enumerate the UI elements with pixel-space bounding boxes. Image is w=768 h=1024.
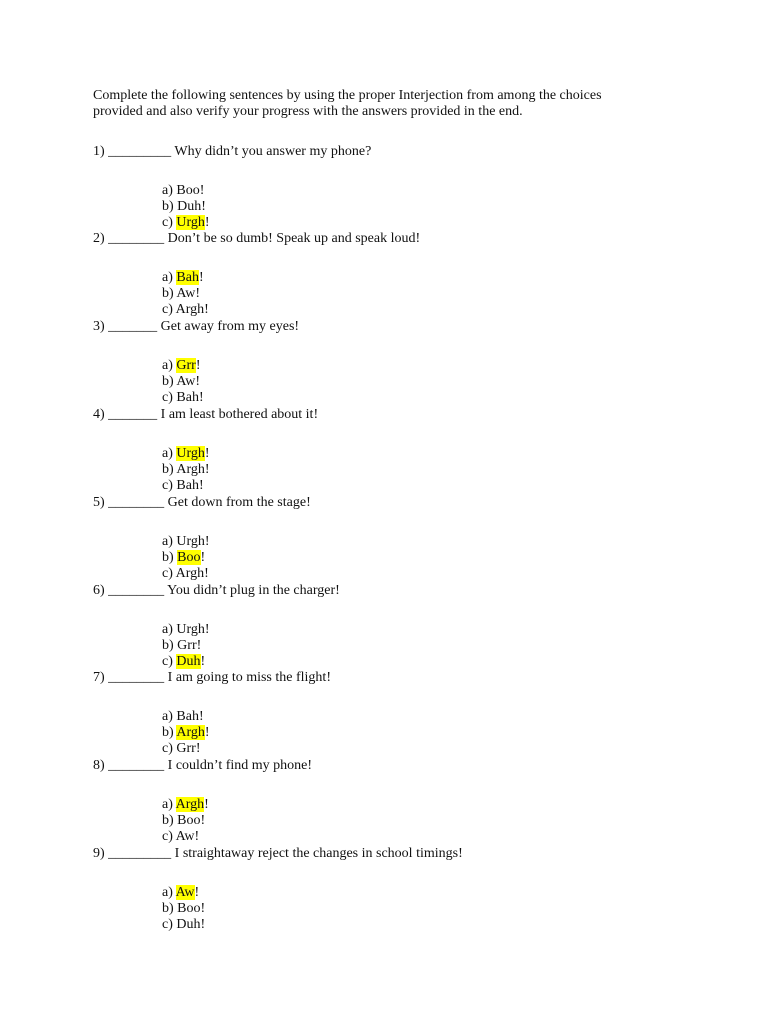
option-word: Argh: [176, 462, 205, 477]
option-prefix: b): [162, 813, 178, 828]
option-prefix: b): [162, 901, 178, 916]
option-suffix: !: [200, 813, 206, 828]
option-word: Grr: [177, 638, 197, 653]
highlighted-answer: Grr: [176, 358, 196, 373]
option-prefix: a): [162, 622, 177, 637]
question-6: 6) ________ You didn’t plug in the charger!: [93, 583, 340, 598]
instructions-line-2: provided and also verify your progress with the answers provided in the end.: [93, 104, 523, 119]
option-suffix: !: [200, 901, 206, 916]
question-7-option-a: [162, 709, 204, 725]
option-suffix: !: [195, 741, 201, 756]
option-suffix: !: [199, 183, 205, 198]
option-suffix: !: [204, 797, 209, 812]
highlighted-answer: Bah: [176, 270, 199, 285]
option-suffix: !: [196, 638, 202, 653]
question-1-option-c: [162, 215, 210, 231]
option-word: Duh: [176, 917, 201, 932]
highlighted-answer: Argh: [176, 725, 205, 740]
highlighted-answer: Aw: [175, 885, 195, 900]
option-word: Bah: [176, 390, 199, 405]
highlighted-answer: Urgh: [176, 215, 205, 230]
question-8-option-b: [162, 813, 205, 829]
option-word: Argh: [175, 302, 205, 317]
option-prefix: b): [162, 374, 177, 389]
question-6-option-a: [162, 622, 210, 638]
option-suffix: !: [198, 478, 204, 493]
question-8-option-c: [162, 829, 199, 845]
highlighted-answer: Boo: [177, 550, 201, 565]
option-word: Bah: [176, 478, 199, 493]
question-5: 5) ________ Get down from the stage!: [93, 495, 311, 510]
question-8: 8) ________ I couldn’t find my phone!: [93, 758, 313, 773]
option-word: Urgh: [176, 622, 205, 637]
option-word: Grr: [176, 741, 196, 756]
highlighted-answer: Urgh: [176, 446, 205, 461]
question-6-option-b: [162, 638, 201, 654]
option-prefix: a): [162, 797, 176, 812]
option-word: Urgh: [176, 534, 205, 549]
option-suffix: !: [200, 550, 206, 565]
option-suffix: !: [198, 709, 204, 724]
question-7: 7) ________ I am going to miss the flight!: [93, 670, 331, 685]
question-9-option-a: [162, 885, 199, 901]
question-5-option-a: [162, 534, 210, 550]
option-suffix: !: [195, 358, 201, 373]
question-3-option-c: [162, 390, 204, 406]
question-9: 9) _________ I straightaway reject the changes in school timings!: [93, 846, 463, 861]
option-prefix: a): [162, 446, 177, 461]
option-prefix: b): [162, 286, 177, 301]
option-prefix: c): [162, 566, 176, 581]
question-4-option-c: [162, 478, 204, 494]
option-suffix: !: [198, 270, 204, 285]
question-2-option-b: [162, 286, 200, 302]
instructions-line-1: Complete the following sentences by using the proper Interjection from among the choices: [93, 88, 602, 103]
question-6-option-c: [162, 654, 205, 670]
option-prefix: c): [162, 917, 177, 932]
option-suffix: !: [194, 829, 200, 844]
question-9-option-c: [162, 917, 205, 933]
option-prefix: c): [162, 829, 176, 844]
option-prefix: c): [162, 390, 177, 405]
highlighted-answer: Argh: [175, 797, 205, 812]
question-2-option-a: [162, 270, 204, 286]
option-word: Boo: [177, 813, 201, 828]
option-prefix: c): [162, 215, 177, 230]
question-1: 1) _________ Why didn’t you answer my phone?: [93, 144, 372, 159]
option-prefix: c): [162, 741, 177, 756]
option-suffix: !: [204, 302, 209, 317]
question-2-option-c: [162, 302, 209, 318]
option-suffix: !: [194, 885, 200, 900]
question-4-option-a: [162, 446, 210, 462]
option-suffix: !: [204, 446, 210, 461]
question-4: 4) _______ I am least bothered about it!: [93, 407, 319, 422]
option-word: Aw: [176, 286, 196, 301]
highlighted-answer: Duh: [176, 654, 201, 669]
option-word: Boo: [176, 183, 200, 198]
question-5-option-c: [162, 566, 209, 582]
option-prefix: a): [162, 358, 177, 373]
option-suffix: !: [204, 534, 210, 549]
option-word: Aw: [175, 829, 195, 844]
option-prefix: b): [162, 638, 178, 653]
option-prefix: b): [162, 462, 177, 477]
option-suffix: !: [204, 566, 209, 581]
option-suffix: !: [195, 286, 200, 301]
option-suffix: !: [201, 199, 206, 214]
question-1-option-b: [162, 199, 206, 215]
question-7-option-c: [162, 741, 201, 757]
option-prefix: a): [162, 534, 177, 549]
question-4-option-b: [162, 462, 210, 478]
option-prefix: c): [162, 478, 177, 493]
question-3-option-a: [162, 358, 201, 374]
option-prefix: a): [162, 270, 177, 285]
option-suffix: !: [204, 725, 210, 740]
option-prefix: a): [162, 183, 177, 198]
question-3-option-b: [162, 374, 200, 390]
option-prefix: c): [162, 302, 176, 317]
question-3: 3) _______ Get away from my eyes!: [93, 319, 300, 334]
option-suffix: !: [204, 215, 210, 230]
option-prefix: b): [162, 725, 177, 740]
option-prefix: a): [162, 709, 177, 724]
option-word: Bah: [176, 709, 199, 724]
question-8-option-a: [162, 797, 209, 813]
option-suffix: !: [198, 390, 204, 405]
option-suffix: !: [195, 374, 200, 389]
question-7-option-b: [162, 725, 210, 741]
option-prefix: c): [162, 654, 177, 669]
option-prefix: a): [162, 885, 176, 900]
option-word: Boo: [177, 901, 201, 916]
option-suffix: !: [204, 462, 210, 477]
option-suffix: !: [200, 917, 206, 932]
question-9-option-b: [162, 901, 205, 917]
option-word: Aw: [176, 374, 196, 389]
question-1-option-a: [162, 183, 204, 199]
option-suffix: !: [200, 654, 206, 669]
option-prefix: b): [162, 550, 178, 565]
option-word: Argh: [175, 566, 205, 581]
option-suffix: !: [204, 622, 210, 637]
option-prefix: b): [162, 199, 178, 214]
question-5-option-b: [162, 550, 205, 566]
option-word: Duh: [177, 199, 202, 214]
question-2: 2) ________ Don’t be so dumb! Speak up and speak loud!: [93, 231, 421, 246]
